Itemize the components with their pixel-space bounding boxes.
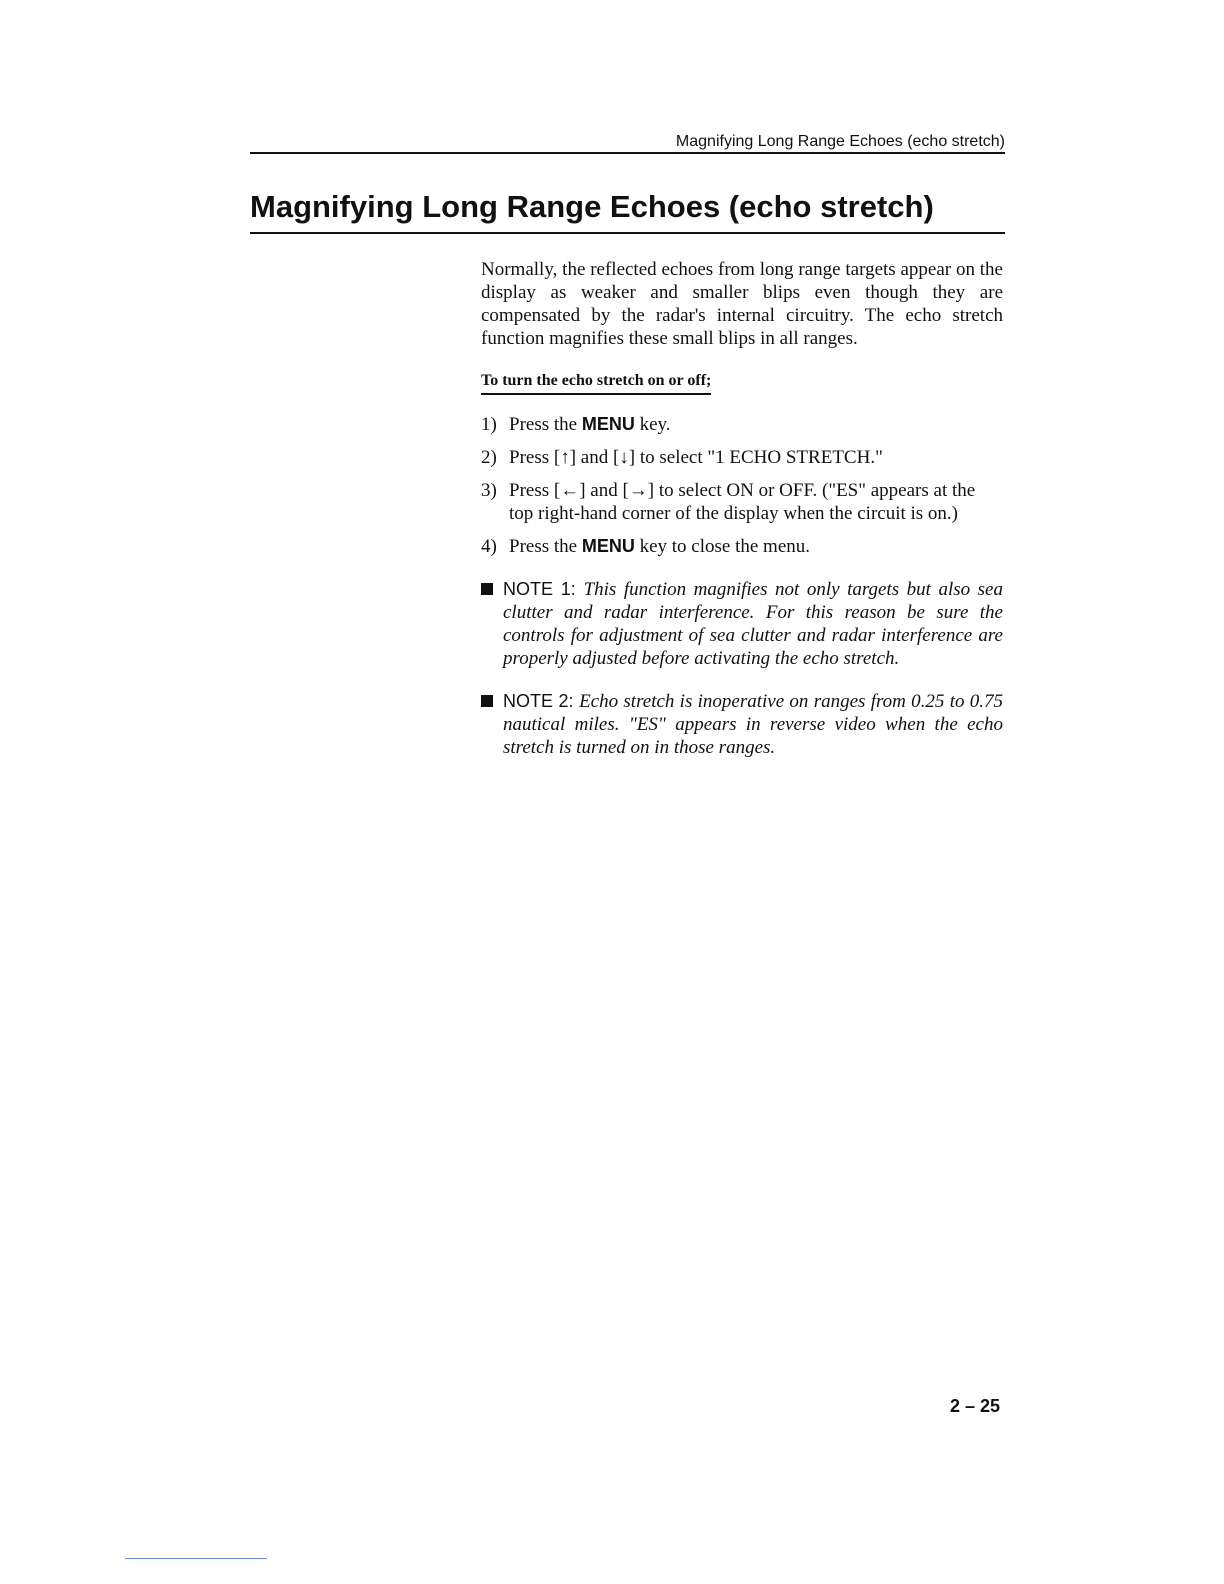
running-header: Magnifying Long Range Echoes (echo stretch) bbox=[250, 132, 1005, 154]
intro-paragraph: Normally, the reflected echoes from long range targets appear on the display as weaker and smaller blips even though they are compensated by the radar's internal circuitry. The echo stretch function magnifies these small blips in all ranges. bbox=[481, 259, 1003, 349]
note-body bbox=[503, 690, 1003, 759]
note-1 bbox=[481, 578, 1003, 670]
procedure-step bbox=[481, 413, 1003, 436]
menu-key-label: MENU bbox=[581, 536, 635, 556]
procedure-step bbox=[481, 535, 1003, 558]
step-text bbox=[509, 413, 1003, 436]
note-label: NOTE 2: bbox=[503, 691, 580, 711]
page-number: 2 – 25 bbox=[949, 1396, 1000, 1416]
square-bullet-icon bbox=[481, 695, 493, 707]
note-label: NOTE 1: bbox=[503, 579, 584, 599]
step-text: Press [↑] and [↓] to select "1 ECHO STRETCH." bbox=[509, 447, 883, 468]
step-number: 2) bbox=[481, 447, 497, 468]
step-number: 4) bbox=[481, 536, 497, 557]
step-number: 1) bbox=[481, 414, 497, 435]
note-text: This function magnifies not only targets but also sea clutter and radar interference. For this reason be sure the controls for adjustment of sea clutter and radar interference are properly adjusted before activating the echo stretch. bbox=[503, 579, 1003, 669]
procedure-step bbox=[481, 446, 1003, 469]
note-text: Echo stretch is inoperative on ranges from 0.25 to 0.75 nautical miles. "ES" appears in reverse video when the echo stretch is turned on in those ranges. bbox=[503, 691, 1004, 758]
step-text-after: key to close the menu. bbox=[634, 536, 811, 557]
step-number: 3) bbox=[481, 480, 497, 501]
page-title: Magnifying Long Range Echoes (echo stretch) bbox=[250, 188, 1005, 234]
square-bullet-icon bbox=[481, 583, 493, 595]
procedure-step bbox=[481, 479, 1003, 525]
procedure-heading: To turn the echo stretch on or off; bbox=[481, 371, 711, 395]
step-text: Press [←] and [→] to select ON or OFF. ("ES" appears at the top right-hand corner of the display when the circuit is on.) bbox=[509, 480, 976, 524]
footer-rule bbox=[125, 1558, 267, 1559]
step-text-before: Press the bbox=[509, 414, 582, 435]
procedure-steps bbox=[481, 413, 1003, 558]
step-text-after: key. bbox=[634, 414, 671, 435]
menu-key-label: MENU bbox=[581, 414, 635, 434]
main-content bbox=[481, 258, 1003, 759]
step-text-before: Press the bbox=[509, 536, 582, 557]
step-text bbox=[509, 535, 1003, 558]
note-2 bbox=[481, 690, 1003, 759]
note-body bbox=[503, 578, 1003, 670]
